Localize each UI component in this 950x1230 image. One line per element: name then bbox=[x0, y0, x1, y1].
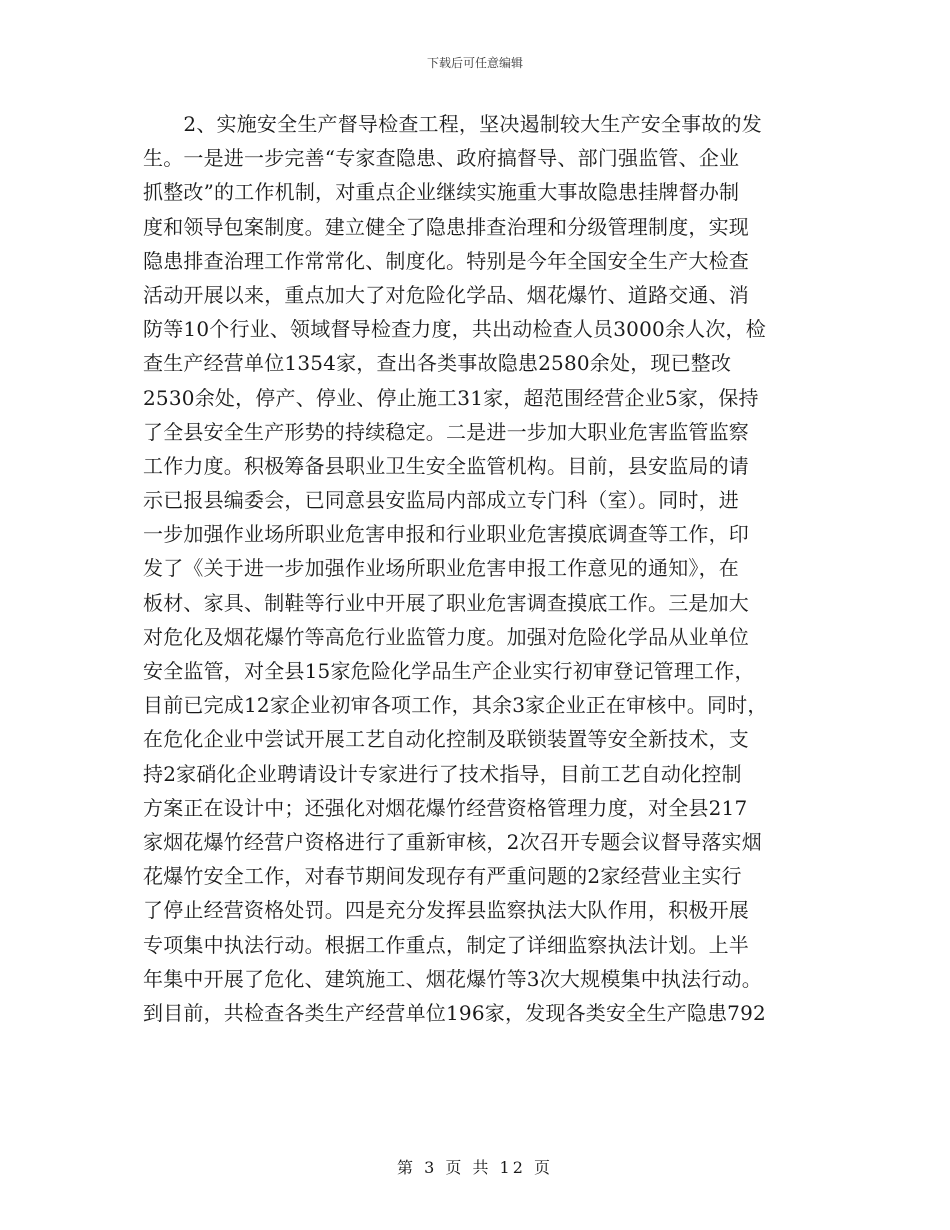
text-line: 了全县安全生产形势的持续稳定。二是进一步加大职业危害监管监察 bbox=[143, 419, 749, 444]
text-line: 家烟花爆竹经营户资格进行了重新审核，2次召开专题会议督导落实烟 bbox=[143, 829, 762, 854]
text-line: 生。一是进一步完善“专家查隐患、政府搞督导、部门强监管、企业 bbox=[143, 146, 740, 171]
text-line: 隐患排查治理工作常常化、制度化。特别是今年全国安全生产大检查 bbox=[143, 248, 749, 273]
text-line: 防等10个行业、领域督导检查力度，共出动检查人员3000余人次，检 bbox=[143, 317, 766, 342]
text-line: 发了《关于进一步加强作业场所职业危害申报工作意见的通知》，在 bbox=[143, 556, 739, 581]
text-line: 持2家硝化企业聘请设计专家进行了技术指导，目前工艺自动化控制 bbox=[143, 761, 742, 786]
text-line: 查生产经营单位1354家，查出各类事故隐患2580余处，现已整改 bbox=[143, 351, 732, 376]
text-line: 专项集中执法行动。根据工作重点，制定了详细监察执法计划。上半 bbox=[143, 932, 749, 957]
body-paragraph bbox=[143, 107, 813, 1030]
text-line: 年集中开展了危化、建筑施工、烟花爆竹等3次大规模集中执法行动。 bbox=[143, 966, 762, 991]
page-number-footer: 第 3 页 共 12 页 bbox=[397, 1158, 553, 1177]
text-line: 目前已完成12家企业初审各项工作，其余3家企业正在审核中。同时， bbox=[143, 693, 768, 718]
text-line: 花爆竹安全工作，对春节期间发现存有严重问题的2家经营业主实行 bbox=[143, 864, 742, 889]
text-line: 方案正在设计中；还强化对烟花爆竹经营资格管理力度，对全县217 bbox=[143, 795, 748, 820]
text-line: 在危化企业中尝试开展工艺自动化控制及联锁装置等安全新技术，支 bbox=[143, 727, 749, 752]
text-line: 度和领导包案制度。建立健全了隐患排查治理和分级管理制度，实现 bbox=[143, 214, 749, 239]
text-line: 2530余处，停产、停业、停止施工31家，超范围经营企业5家，保持 bbox=[143, 385, 759, 410]
text-line: 示已报县编委会，已同意县安监局内部成立专门科（室）。同时，进 bbox=[143, 488, 739, 513]
text-line: 工作力度。积极筹备县职业卫生安全监管机构。目前，县安监局的请 bbox=[143, 453, 749, 478]
text-line: 一步加强作业场所职业危害申报和行业职业危害摸底调查等工作，印 bbox=[143, 522, 749, 547]
text-line: 活动开展以来，重点加大了对危险化学品、烟花爆竹、道路交通、消 bbox=[143, 282, 749, 307]
text-line: 板材、家具、制鞋等行业中开展了职业危害调查摸底工作。三是加大 bbox=[143, 590, 749, 615]
page-header-note: 下载后可任意编辑 bbox=[426, 56, 523, 70]
text-line: 对危化及烟花爆竹等高危行业监管力度。加强对危险化学品从业单位 bbox=[143, 624, 749, 649]
text-line: 2、实施安全生产督导检查工程，坚决遏制较大生产安全事故的发 bbox=[143, 112, 762, 136]
text-line: 到目前，共检查各类生产经营单位196家，发现各类安全生产隐患792 bbox=[143, 1000, 766, 1025]
text-line: 抓整改”的工作机制，对重点企业继续实施重大事故隐患挂牌督办制 bbox=[143, 180, 740, 205]
text-line: 了停止经营资格处罚。四是充分发挥县监察执法大队作用，积极开展 bbox=[143, 898, 749, 923]
text-line: 安全监管，对全县15家危险化学品生产企业实行初审登记管理工作， bbox=[143, 659, 755, 683]
